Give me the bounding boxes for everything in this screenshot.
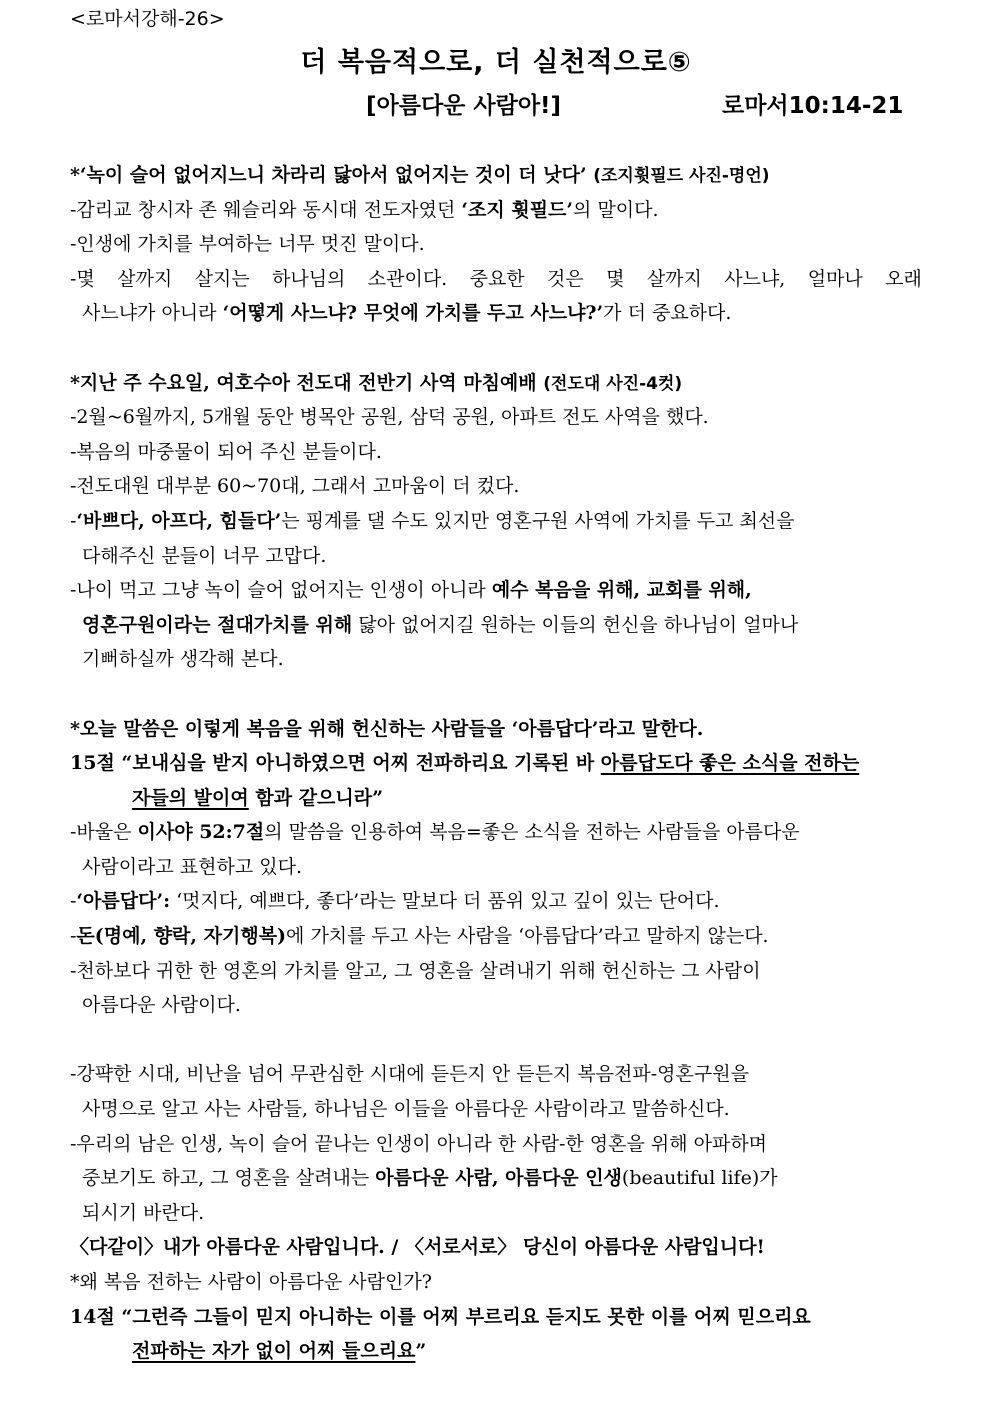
text-run: (beautiful life)가 xyxy=(621,1167,778,1190)
text-run: -나이 먹고 그냥 녹이 슬어 없어지는 인생이 아니라 xyxy=(70,579,486,602)
verse-14-line1: 14절 “그런즉 그들이 믿지 아니하는 이를 어찌 부르리요 듣지도 못한 이를 어찌 믿으리요 xyxy=(70,1305,811,1328)
word: 오래 xyxy=(885,267,922,290)
paragraph-line: -우리의 남은 인생, 녹이 슬어 끝나는 인생이 아니라 한 사람-한 영혼을 위해 아파하며 xyxy=(70,1132,768,1155)
paragraph-line: -인생에 가치를 부여하는 너무 멋진 말이다. xyxy=(70,233,425,256)
section2-heading xyxy=(70,366,922,401)
word: 몇 xyxy=(606,267,625,290)
photo-note: (전도대 사진-4컷) xyxy=(543,373,683,394)
underlined-verse-text: 자들의 발이여 xyxy=(132,786,249,809)
paragraph-line: 사람이라고 표현하고 있다. xyxy=(82,855,303,878)
text-run: 가 더 중요하다. xyxy=(603,302,732,325)
word: 중요한 xyxy=(469,267,525,290)
word: 소관이다. xyxy=(367,267,448,290)
paragraph-line xyxy=(70,608,922,643)
paragraph-line: -복음의 마중물이 되어 주신 분들이다. xyxy=(70,440,382,463)
text-run: 의 말이다. xyxy=(573,198,659,221)
paragraph-line: 다해주신 분들이 너무 고맙다. xyxy=(82,544,327,567)
underlined-verse-text: 전파하는 자가 없이 어찌 들으리요 xyxy=(132,1340,416,1363)
emphasis-text: 이사야 52:7절 xyxy=(137,821,265,844)
emphasis-text: ‘바쁘다, 아프다, 힘들다’ xyxy=(76,509,282,532)
verse-text: 함과 같으니라” xyxy=(255,786,384,809)
text-run: ‘멋지다, 예쁘다, 좋다’라는 말보다 더 품위 있고 깊이 있는 단어다. xyxy=(176,890,720,913)
series-label: <로마서강해-26> xyxy=(70,8,225,30)
word: 얼마나 xyxy=(807,267,863,290)
text-run: 닳아 없어지길 원하는 이들의 헌신을 하나님이 얼마나 xyxy=(358,613,799,636)
text-run: 는 핑계를 댈 수도 있지만 영혼구원 사역에 가치를 두고 최선을 xyxy=(281,509,795,532)
section1-heading xyxy=(70,158,922,193)
text-run: - xyxy=(70,509,77,532)
verse-text: ” xyxy=(415,1340,427,1363)
paragraph-line: -2월~6월까지, 5개월 동안 병목안 공원, 삼덕 공원, 아파트 전도 사역을 했다. xyxy=(70,406,709,429)
quote-text: *‘녹이 슬어 없어지느니 차라리 닳아서 없어지는 것이 더 낫다’ xyxy=(70,164,587,186)
question-line: *왜 복음 전하는 사람이 아름다운 사람인가? xyxy=(70,1271,432,1293)
paragraph-line xyxy=(70,193,922,228)
paragraph-line xyxy=(70,1161,922,1196)
responsive-reading: 〈다같이〉내가 아름다운 사람입니다. / 〈서로서로〉 당신이 아름다운 사람입니다! xyxy=(70,1236,765,1259)
paragraph-line: 사명으로 알고 사는 사람들, 하나님은 이들을 아름다운 사람이라고 말씀하신다. xyxy=(82,1098,730,1121)
word: 하나님의 xyxy=(271,267,346,290)
word: 살까지 xyxy=(117,267,173,290)
paragraph-line: 되시기 바란다. xyxy=(82,1201,205,1224)
paragraph-line xyxy=(70,919,922,954)
verse-15-line2 xyxy=(70,781,922,816)
word: 사느냐, xyxy=(724,267,786,290)
paragraph-line xyxy=(70,815,922,850)
paragraph-line: 아름다운 사람이다. xyxy=(82,994,241,1017)
word: 살까지 xyxy=(646,267,702,290)
paragraph-line: -천하보다 귀한 한 영혼의 가치를 알고, 그 영혼을 살려내기 위해 헌신하는 그 사람이 xyxy=(70,959,761,982)
text-run: - xyxy=(70,925,77,948)
photo-note: (조지휫필드 사진-명언) xyxy=(593,166,770,186)
scripture-reference: 로마서10:14-21 xyxy=(722,93,904,119)
emphasis-text: 아름다운 사람, 아름다운 인생 xyxy=(375,1167,622,1190)
emphasis-text: ‘조지 휫필드’ xyxy=(461,198,574,221)
sermon-body xyxy=(70,158,922,1369)
verse-14-line2 xyxy=(70,1334,922,1369)
emphasis-text: 영혼구원이라는 절대가치를 위해 xyxy=(82,613,353,636)
paragraph-line xyxy=(70,504,922,539)
text-run: -바울은 xyxy=(70,821,132,844)
paragraph-line: -강퍅한 시대, 비난을 넘어 무관심한 시대에 듣든지 안 듣든지 복음전파-영혼구원을 xyxy=(70,1063,749,1086)
paragraph-line xyxy=(70,573,922,608)
paragraph-line: 기뻐하실까 생각해 본다. xyxy=(82,648,284,671)
emphasis-text: ‘어떻게 사느냐? 무엇에 가치를 두고 사느냐?’ xyxy=(222,302,604,325)
text-run: 중보기도 하고, 그 영혼을 살려내는 xyxy=(82,1167,370,1190)
sermon-subtitle: [아름다운 사람아!] xyxy=(366,93,562,119)
paragraph-line xyxy=(70,262,922,297)
sermon-title: 더 복음적으로, 더 실천적으로⑤ xyxy=(300,47,692,78)
text-run: 사느냐가 아니라 xyxy=(82,302,217,325)
verse-15-line1 xyxy=(70,746,922,781)
text-run: - xyxy=(70,890,77,913)
text-run: -감리교 창시자 존 웨슬리와 동시대 전도자였던 xyxy=(70,198,456,221)
text-run: 에 가치를 두고 사는 사람을 ‘아름답다’라고 말하지 않는다. xyxy=(286,925,769,948)
section3-heading: *오늘 말씀은 이렇게 복음을 위해 헌신하는 사람들을 ‘아름답다’라고 말한다. xyxy=(70,717,704,740)
text-run: 의 말씀을 인용하여 복음=좋은 소식을 전하는 사람들을 아름다운 xyxy=(264,821,800,844)
underlined-verse-text: 아름답도다 좋은 소식을 전하는 xyxy=(600,752,860,775)
word: 살지는 xyxy=(194,267,250,290)
word: -몇 xyxy=(70,267,95,290)
paragraph-line: -전도대원 대부분 60~70대, 그래서 고마움이 더 컸다. xyxy=(70,475,520,498)
paragraph-line xyxy=(70,884,922,919)
verse-text: 15절 “보내심을 받지 아니하였으면 어찌 전파하리요 기록된 바 xyxy=(70,752,595,775)
emphasis-text: ‘아름답다’: xyxy=(76,890,171,913)
emphasis-text: 예수 복음을 위해, 교회를 위해, xyxy=(491,579,752,602)
emphasis-text: 돈(명예, 향락, 자기행복) xyxy=(76,925,287,948)
paragraph-line xyxy=(70,296,922,331)
text-run: *지난 주 수요일, 여호수아 전도대 전반기 사역 마침예배 xyxy=(70,371,537,394)
word: 것은 xyxy=(547,267,584,290)
